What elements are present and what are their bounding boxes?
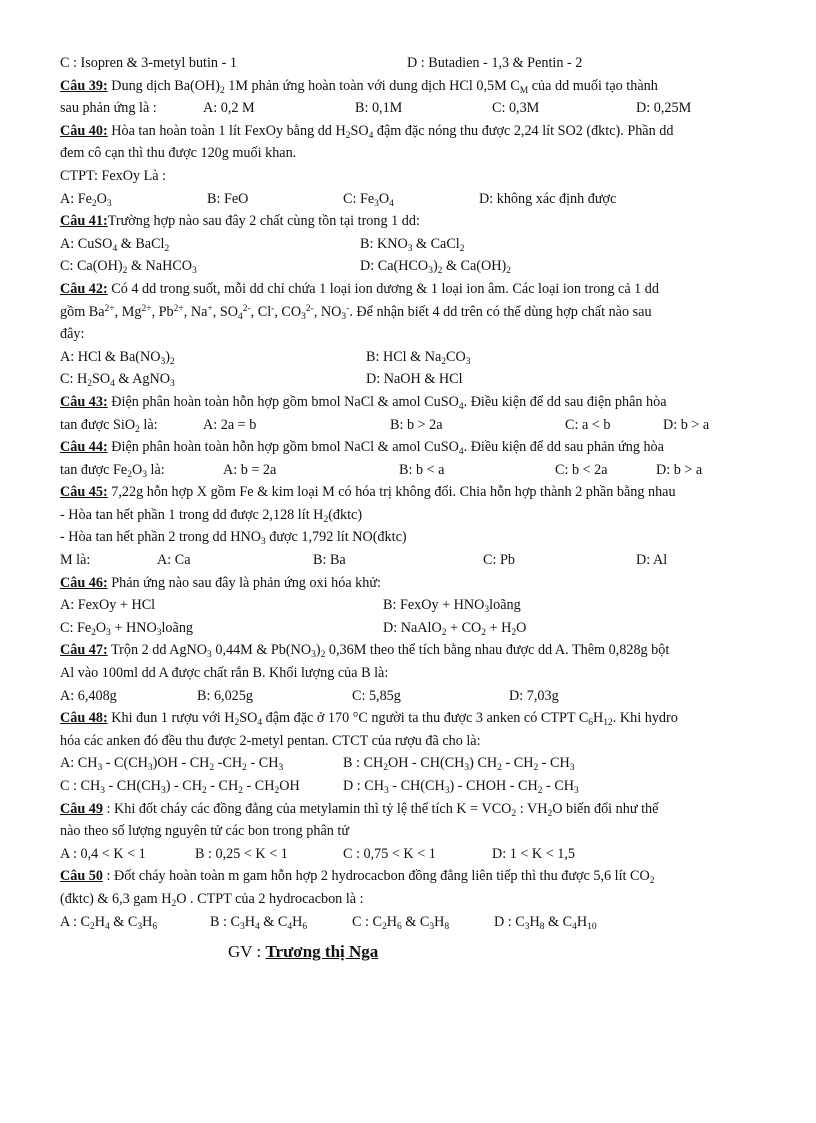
q49-option-b: B : 0,25 < K < 1 [195,845,288,862]
teacher-signature [60,937,785,967]
q42-ions: gồm $Ba^{2+}$, $Mg^{2+}$, $Pb^{2+}$, Na+, $SO_4^{2-}$, Cl-, $CO_3^{2-}$, $NO_3^-$. Để nhận biết 4 dd trên có thể dùng hợp chất nào sau [60,303,652,322]
q39-label: Câu 39: [60,77,108,94]
q49-options [60,843,785,866]
q40-option-d: D: không xác định được [479,190,617,207]
q46-options-cd [60,617,785,640]
q45-options: M là: A: Ca B: Ba C: Pb D: Al [60,549,785,572]
q47-options [60,685,785,708]
q41-options-ab [60,233,785,256]
q46-option-a: A: FexOy + HCl [60,597,156,614]
q42-option-c: C: $H_2SO_4$ & AgNO$_3$ [60,371,175,390]
q39-options: sau phản ứng là : A: 0,2 M B: 0,1M C: 0,3M D: 0,25M [60,97,785,120]
q46-options-ab [60,594,785,617]
q50-option-c: C : $C_2H_6$ & $C_3H_8$ [352,913,450,932]
q38-option-d: D : Butadien - 1,3 & Pentin - 2 [407,55,583,71]
q39-option-b: B: 0,1M [355,100,403,117]
q43-option-b: B: b > 2a [390,416,443,433]
q44-option-a: A: b = 2a [223,461,277,478]
q43-stem: Câu 43: Điện phân hoàn toàn hỗn hợp gồm bmol NaCl & amol CuSO$_4$. Điều kiện để dd sau điện phân hòa [60,393,667,412]
q48-label: Câu 48: [60,710,108,727]
q44-label: Câu 44: [60,439,108,456]
q45-option-d: D: Al [636,552,668,569]
q44-option-c: C: b < 2a [555,461,608,478]
q43-option-c: C: a < b [565,416,611,433]
signature-prefix: GV : [228,942,266,962]
q46-option-c: C: $Fe_2O_3$ + $HNO_3loãng$ [60,619,194,638]
q44-options: tan được $Fe_2O_3$ là: A: b = 2a B: b < a C: b < 2a D: b > a [60,459,785,482]
exam-page: C : Isopren & 3-metyl butin - 1 D : Butadien - 1,3 & Pentin - 2 Câu 39: Dung dịch $Ba(OH)_2$ 1M phản ứng hoàn toàn với dung dịch HCl 0,5M $C_M$ của dd muối tạo thành sau phản ứng là : A: 0,2 M B: 0,1M C: 0,3M D: 0,25M Câu 40: Hòa tan hoàn toàn 1 lít FexOy bằng dd $H_2SO_4$ đậm đặc nóng thu được 2,24 lít SO2 (đktc). Phần dd đem cô cạn thì thu được 120g muối khan. CTPT: FexOy Là : A: $Fe_2O_3$ B: FeO C: $Fe_3O_4$ D: không xác định được Câu 41:Trường hợp nào sau đây 2 chất cùng tồn tại trong 1 dd: A: CuSO$_4$ & BaCl$_2$ B: $KNO_3$ & CaCl$_2$ C: $Ca(OH)_2$ & NaHCO$_3$ D: $Ca(HCO_3)_2$ & $Ca(OH)_2$ Câu 42: Có 4 dd trong suốt, mỗi dd chỉ chứa 1 loại ion dương & 1 loại ion âm. Các loại ion trong cả 1 dd gồm $Ba^{2+}$, $Mg^{2+}$, $Pb^{2+}$, Na+, $SO_4^{2-}$, Cl-, $CO_3^{2-}$, $NO_3^-$. Để nhận biết 4 dd trên có thể dùng hợp chất nào sau đây: A: HCl & $Ba(NO_3)_2$ B: HCl & $Na_2CO_3$ C: $H_2SO_4$ & AgNO$_3$ D: NaOH & HCl Câu 43: Điện phân hoàn toàn hỗn hợp gồm bmol NaCl & amol CuSO$_4$. Điều kiện để dd sau điện phân hòa tan được SiO$_2$ là: A: 2a = b B: b > 2a C: a < b D: b > a Câu 44: Điện phân hoàn toàn hỗn hợp gồm bmol NaCl & amol CuSO$_4$. Điều kiện để dd sau phản ứng hòa tan được $Fe_2O_3$ là: A: b = 2a B: b < a C: b < 2a D: b > a Câu 45: 7,22g hỗn hợp X gồm Fe & kim loại M có hóa trị không đổi. Chia hỗn hợp thành 2 phần bằng nhau - Hòa tan hết phần 1 trong dd được 2,128 lít $H_2(đktc)$ - Hòa tan hết phần 2 trong dd $HNO_3$ được 1,792 lít NO(đktc) M là: A: Ca B: Ba C: Pb D: Al Câu 46: Phản ứng nào sau đây là phản ứng oxi hóa khử: A: FexOy + HCl B: FexOy + $HNO_3loãng$ C: $Fe_2O_3$ + $HNO_3loãng$ D: NaAlO$_2$ + $CO_2 + H_2O$ Câu 47: Trộn 2 dd AgNO$_3$ 0,44M & $Pb(NO_3)_2$ 0,36M theo thể tích bằng nhau được dd A. Thêm 0,828g bột Al vào 100ml dd A được chất rắn B. Khối lượng của B là: A: 6,408g B: 6,025g C: 5,85g D: 7,03g Câu 48: Khi đun 1 rượu với $H_2SO_4$ đậm đặc ở 170 °C người ta thu được 3 anken có CTPT $C_6H_{12}$. Khi hydro hóa các anken đó đều thu được 2-metyl pentan. CTCT của rượu đã cho là: A: $CH_3 - C(CH_3)OH - CH_2$ $-CH_2 - CH_3$ B : $CH_2OH - CH(CH_3)$ $CH_2 - CH_2 - CH_3$ C : $CH_3 - CH(CH_3) - CH_2 - CH_2 - CH_2OH$ D : $CH_3 - CH(CH_3)$ - CHOH - $CH_2 - CH_3$ Câu 49 : Khi đốt cháy các đồng đẳng của metylamin thì tỷ lệ thể tích $K = VCO_2$ : $VH_2O$ biến đổi như thế nào theo số lượng nguyên tử các bon trong phân tử A : 0,4 < K < 1 B : 0,25 < K < 1 C : 0,75 < K < 1 D: 1 < K < 1,5 Câu 50 : Đốt cháy hoàn toàn m gam hỗn hợp 2 hydrocacbon đồng đẳng liên tiếp thì thu được 5,6 lít $CO_2$ (đktc) & 6,3 gam $H_2O$ . CTPT của 2 hydrocacbon là : A : $C_2H_4$ & $C_3H_6$ B : $C_3H_4$ & $C_4H_6$ C : $C_2H_6$ & $C_3H_8$ D : $C_3H_8$ & $C_4H_{10}$ GV : Trương thị Nga [60,52,785,967]
q46-option-d: D: NaAlO$_2$ + $CO_2 + H_2O$ [383,619,527,638]
q47-option-a: A: 6,408g [60,687,117,704]
q41-option-c: C: $Ca(OH)_2$ & NaHCO$_3$ [60,258,197,277]
q40-label: Câu 40: [60,122,108,139]
q46-option-b: B: FexOy + $HNO_3loãng$ [383,597,521,616]
q42-stem: Câu 42: Có 4 dd trong suốt, mỗi dd chỉ chứa 1 loại ion dương & 1 loại ion âm. Các loại ion trong cả 1 dd [60,280,659,297]
q38-options-cd [60,52,785,75]
q47-option-d: D: 7,03g [509,687,559,704]
q41-label: Câu 41: [60,213,108,230]
q39-option-c: C: 0,3M [492,100,540,117]
q50-option-a: A : $C_2H_4$ & $C_3H_6$ [60,913,158,932]
q42-options-ab [60,346,785,369]
q39-option-a: A: 0,2 M [203,100,255,117]
q44-option-b: B: b < a [399,461,445,478]
q40-option-c: C: $Fe_3O_4$ [343,190,394,209]
q41-option-b: B: $KNO_3$ & CaCl$_2$ [360,235,465,254]
q44-option-d: D: b > a [656,461,703,478]
q40-options [60,188,785,211]
q45-option-b: B: Ba [313,552,346,569]
q42-options-cd [60,368,785,391]
q47-option-c: C: 5,85g [352,687,401,704]
q48-stem: Câu 48: Khi đun 1 rượu với $H_2SO_4$ đậm đặc ở 170 °C người ta thu được 3 anken có CTPT $C_6H_{12}$. Khi hydro [60,710,678,729]
q49-option-d: D: 1 < K < 1,5 [492,845,575,862]
q50-label: Câu 50 [60,868,103,885]
q49-label: Câu 49 [60,800,103,817]
q46-stem: Câu 46: Phản ứng nào sau đây là phản ứng oxi hóa khử: [60,574,381,591]
q50-option-b: B : $C_3H_4$ & $C_4H_6$ [210,913,308,932]
q40-option-b: B: FeO [207,190,249,207]
q40-stem: Câu 40: Hòa tan hoàn toàn 1 lít FexOy bằng dd $H_2SO_4$ đậm đặc nóng thu được 2,24 lít SO2 (đktc). Phần dd [60,122,674,141]
q44-stem: Câu 44: Điện phân hoàn toàn hỗn hợp gồm bmol NaCl & amol CuSO$_4$. Điều kiện để dd sau phản ứng hòa [60,439,664,458]
q41-option-a: A: CuSO$_4$ & BaCl$_2$ [60,235,170,254]
q43-option-d: D: b > a [663,416,710,433]
q49-stem: Câu 49 : Khi đốt cháy các đồng đẳng của metylamin thì tỷ lệ thể tích $K = VCO_2$ : $VH_2O$ biến đổi như thế [60,800,659,819]
q50-stem: Câu 50 : Đốt cháy hoàn toàn m gam hỗn hợp 2 hydrocacbon đồng đẳng liên tiếp thì thu được 5,6 lít $CO_2$ [60,868,655,887]
q41-stem: Câu 41:Trường hợp nào sau đây 2 chất cùng tồn tại trong 1 dd: [60,213,420,230]
q47-label: Câu 47: [60,642,108,659]
q43-options: tan được SiO$_2$ là: A: 2a = b B: b > 2a C: a < b D: b > a [60,414,785,437]
q48-option-a: A: $CH_3 - C(CH_3)OH - CH_2$ $-CH_2 - CH_3$ [60,755,284,774]
q49-option-c: C : 0,75 < K < 1 [343,845,436,862]
q41-options-cd [60,255,785,278]
q42-option-b: B: HCl & $Na_2CO_3$ [366,348,471,367]
q38-option-c: C : Isopren & 3-metyl butin - 1 [60,55,237,71]
q43-option-a: A: 2a = b [203,416,257,433]
q39-stem: Câu 39: Dung dịch $Ba(OH)_2$ 1M phản ứng hoàn toàn với dung dịch HCl 0,5M $C_M$ của dd muối tạo thành [60,77,658,96]
q46-label: Câu 46: [60,574,108,591]
q45-stem: Câu 45: 7,22g hỗn hợp X gồm Fe & kim loại M có hóa trị không đổi. Chia hỗn hợp thành 2 phần bằng nhau [60,484,676,501]
q49-option-a: A : 0,4 < K < 1 [60,845,146,862]
q50-option-d: D : $C_3H_8$ & $C_4H_{10}$ [494,913,597,932]
q48-options-cd [60,775,785,798]
q39-option-d: D: 0,25M [636,100,692,117]
teacher-name: Trương thị Nga [265,942,379,962]
q45-option-a: A: Ca [157,552,191,569]
q45-option-c: C: Pb [483,552,515,569]
q41-option-d: D: $Ca(HCO_3)_2$ & $Ca(OH)_2$ [360,258,512,277]
q47-stem: Câu 47: Trộn 2 dd AgNO$_3$ 0,44M & $Pb(NO_3)_2$ 0,36M theo thể tích bằng nhau được dd A. Thêm 0,828g bột [60,642,670,661]
q45-label: Câu 45: [60,484,108,501]
q47-option-b: B: 6,025g [197,687,253,704]
q48-option-d: D : $CH_3 - CH(CH_3)$ - CHOH - $CH_2 - CH_3$ [343,778,579,796]
q42-option-d: D: NaOH & HCl [366,371,463,388]
q40-option-a: A: $Fe_2O_3$ [60,190,112,209]
q48-options-ab [60,752,785,775]
q43-label: Câu 43: [60,393,108,410]
q48-option-b: B : $CH_2OH - CH(CH_3)$ $CH_2 - CH_2 - CH_3$ [343,755,575,774]
q42-label: Câu 42: [60,280,108,297]
q48-option-c: C : $CH_3 - CH(CH_3) - CH_2 - CH_2 - CH_2OH$ [60,778,300,796]
q42-option-a: A: HCl & $Ba(NO_3)_2$ [60,348,175,367]
q50-options [60,911,785,934]
